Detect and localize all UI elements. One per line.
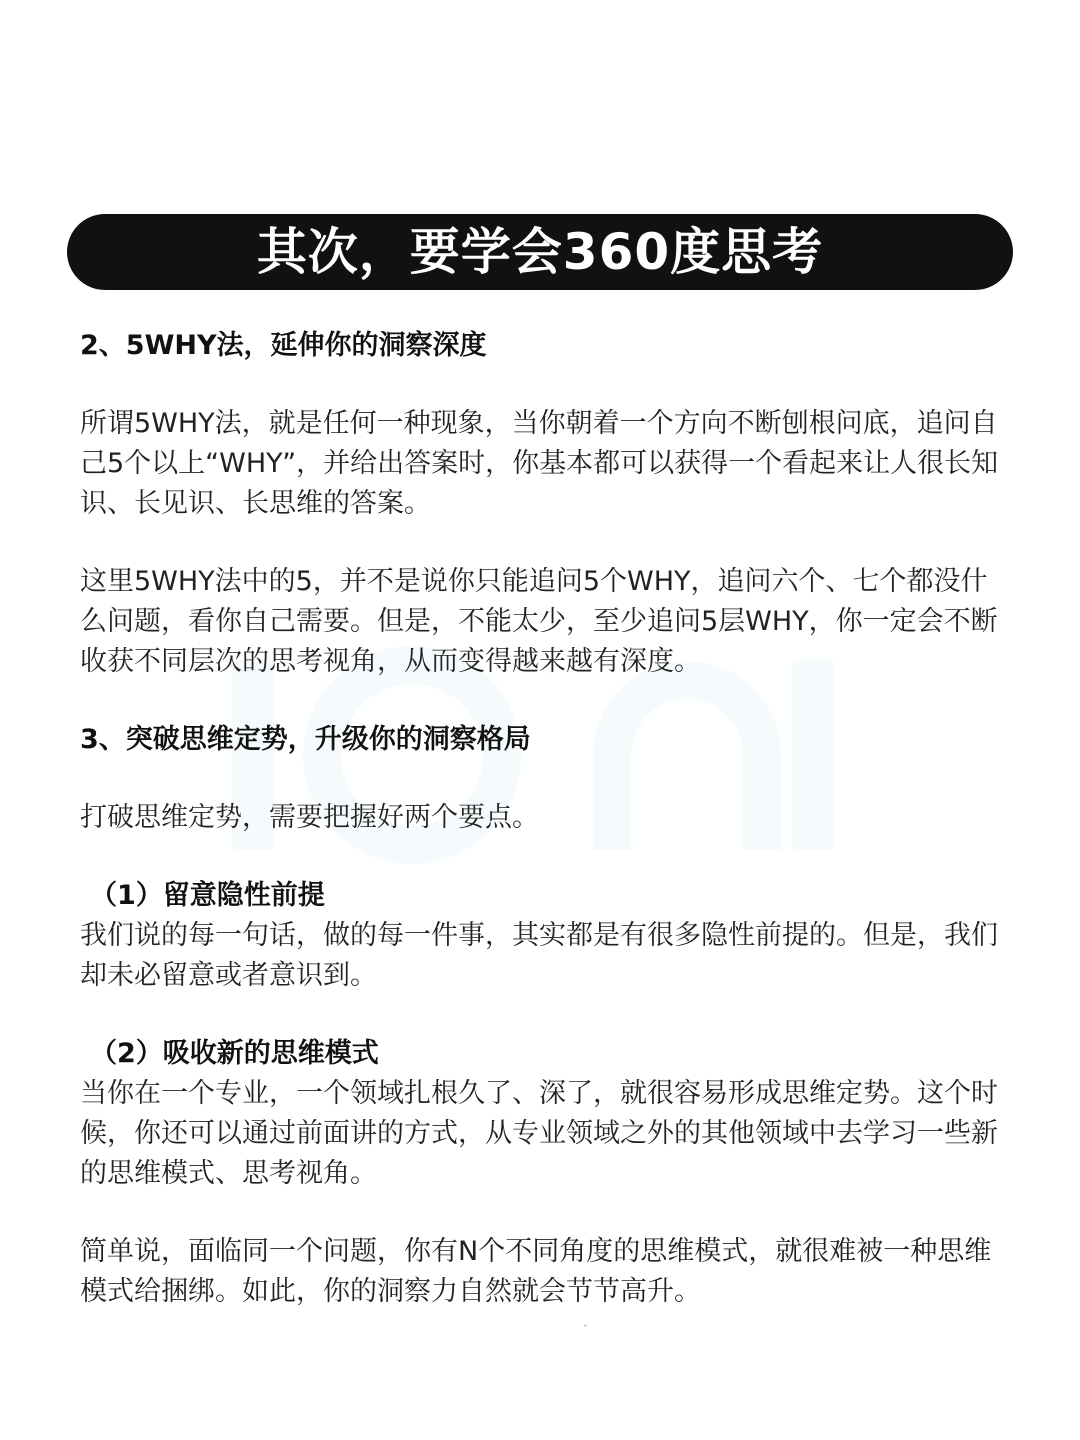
decorative-dot — [584, 1324, 587, 1327]
section-3-intro: 打破思维定势，需要把握好两个要点。 — [80, 802, 539, 833]
title-banner — [67, 214, 1013, 290]
section-3-heading: 3、突破思维定势，升级你的洞察格局 — [80, 724, 531, 755]
point-1-text: 我们说的每一句话，做的每一件事，其实都是有很多隐性前提的。但是，我们却未必留意或者意识到。 — [80, 920, 998, 991]
section-2-paragraph-2: 这里5WHY法中的5，并不是说你只能追问5个WHY，追问六个、七个都没什么问题，看你自己需要。但是，不能太少，至少追问5层WHY，你一定会不断收获不同层次的思考视角，从而变得越来越有深度。 — [80, 566, 998, 677]
article-body — [80, 326, 1010, 1312]
point-2-heading: （2）吸收新的思维模式 — [90, 1038, 379, 1069]
point-2-text: 当你在一个专业，一个领域扎根久了、深了，就很容易形成思维定势。这个时候，你还可以通过前面讲的方式，从专业领域之外的其他领域中去学习一些新的思维模式、思考视角。 — [80, 1078, 998, 1189]
conclusion-paragraph: 简单说，面临同一个问题，你有N个不同角度的思维模式，就很难被一种思维模式给捆绑。如此，你的洞察力自然就会节节高升。 — [80, 1236, 992, 1307]
section-2-heading: 2、5WHY法，延伸你的洞察深度 — [80, 330, 487, 361]
section-2-paragraph-1: 所谓5WHY法，就是任何一种现象，当你朝着一个方向不断刨根问底，追问自己5个以上“WHY”，并给出答案时，你基本都可以获得一个看起来让人很长知识、长见识、长思维的答案。 — [80, 408, 999, 519]
point-1-heading: （1）留意隐性前提 — [90, 880, 325, 911]
page-title: 其次，要学会360度思考 — [256, 223, 824, 281]
